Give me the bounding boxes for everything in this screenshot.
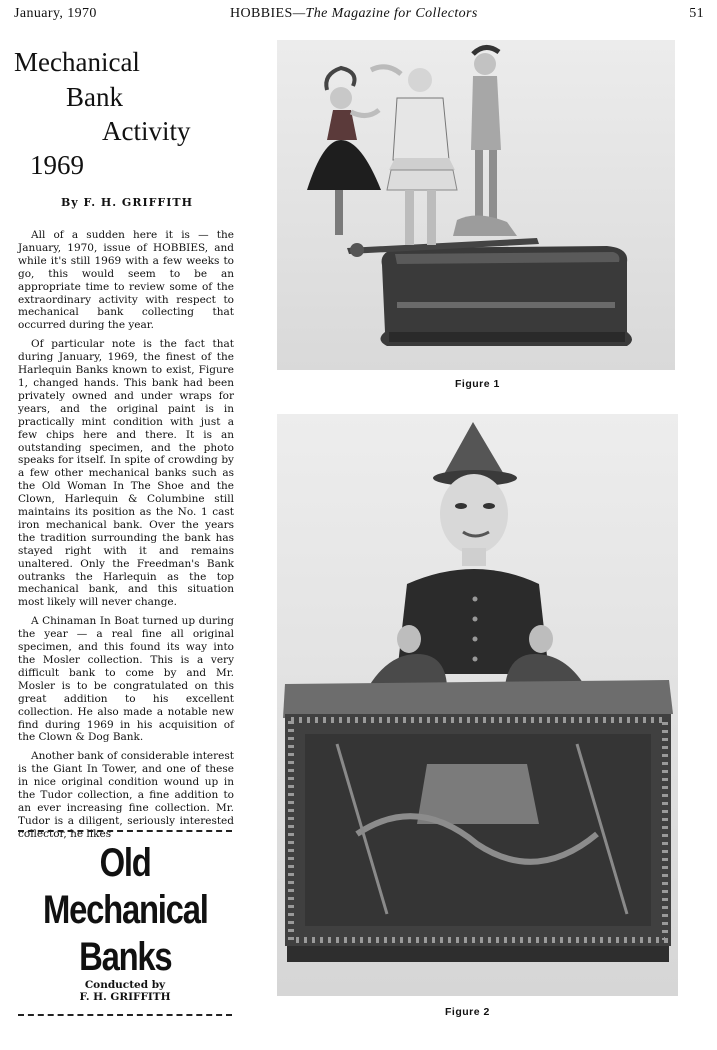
running-header bbox=[14, 6, 704, 26]
magazine-name: HOBBIES bbox=[230, 6, 293, 21]
figure-2-caption: Figure 2 bbox=[445, 1006, 490, 1018]
issue-date: January, 1970 bbox=[14, 6, 97, 21]
article-paragraph: All of a sudden here it is — the January, 1970, issue of HOBBIES, and while it's still 1969 with a few weeks to go, this would seem to be an appropriate time to review some of the extraordinary activity with respect to mechanical bank collecting that occurred during the year. bbox=[18, 229, 234, 332]
article-body bbox=[18, 229, 234, 847]
conducted-name: F. H. GRIFFITH bbox=[79, 991, 171, 1003]
article-title-line-4: 1969 bbox=[30, 150, 84, 180]
column-rule-top bbox=[18, 830, 232, 832]
column-title-line-3: Banks bbox=[78, 935, 172, 979]
figure-1-caption: Figure 1 bbox=[455, 378, 500, 390]
magazine-tagline: —The Magazine for Collectors bbox=[292, 6, 478, 21]
article-paragraph: Another bank of considerable interest is the Giant In Tower, and one of these in nice original condition wound up in the Tudor collection, a fine addition to an ever increasing fine collection. Mr. Tudor is a diligent, seriously interested collector, he likes bbox=[18, 750, 234, 840]
article-paragraph: Of particular note is the fact that during January, 1969, the finest of the Harlequin Banks known to exist, Figure 1, changed hands. This bank had been privately owned and under wraps for years, and the original paint is in practically mint condition with just a few chips here and there. It is an outstanding specimen, and the photo speaks for itself. In spite of crowding by a few other mechanical banks such as the Old Woman In The Shoe and the Clown, Harlequin & Columbine still maintains its position as the No. 1 cast iron mechanical bank. Over the years the tradition surrounding the bank has stayed right with it and remains unaltered. Only the Freedman's Bank outranks the Harlequin as the top mechanical bank, and this situation most likely will never change. bbox=[18, 338, 234, 609]
page-number: 51 bbox=[689, 6, 704, 21]
article-paragraph: A Chinaman In Boat turned up during the year — a real fine all original specimen, and this found its way into the Mosler collection. This is a very difficult bank to come by and Mr. Mosler is to be congratulated on this great addition to his excellent collection. He also made a notable new find during 1969 in his acquisition of the Clown & Dog Bank. bbox=[18, 615, 234, 744]
byline: By F. H. GRIFFITH bbox=[61, 196, 193, 209]
figure-2-photo bbox=[277, 414, 678, 996]
magazine-title bbox=[230, 6, 478, 22]
article-title-line-2: Bank bbox=[66, 82, 123, 112]
column-credit bbox=[18, 979, 232, 1003]
harlequin-bank-illustration bbox=[277, 40, 675, 370]
column-title-line-2: Mechanical bbox=[42, 888, 208, 932]
column-rule-bottom bbox=[18, 1014, 232, 1016]
clown-bust-bank-illustration bbox=[277, 414, 678, 996]
article-title-line-3: Activity bbox=[102, 116, 191, 146]
article-title-line-1: Mechanical bbox=[14, 47, 140, 77]
conducted-label: Conducted by bbox=[84, 979, 166, 991]
figure-1-photo bbox=[277, 40, 675, 370]
column-title-line-1: Old bbox=[99, 841, 151, 885]
